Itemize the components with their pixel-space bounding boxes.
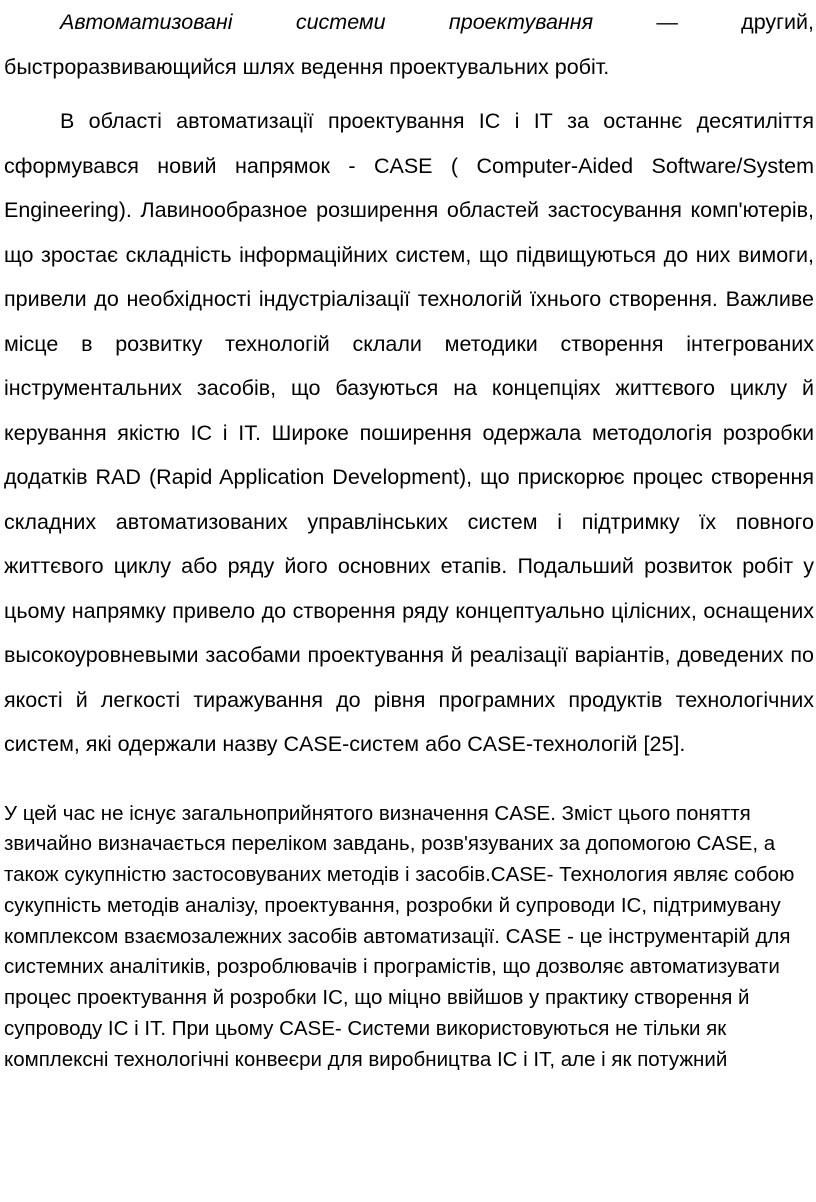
paragraph-intro-text: — другий, быстроразвивающийся шлях ведення проектувальних робіт. — [4, 10, 815, 79]
paragraph-case-definition: У цей час не існує загальноприйнятого визначення CASE. Зміст цього поняття звичайно визначається переліком завдань, розв'язуваних за допомогою CASE, а також сукупністю застосовуваних методів і засобів.CASE- Технология являє собою сукупність методів аналізу, проектування, розробки й супроводи ІС, підтримувану комплексом взаємозалежних засобів автоматизації. CASE - це інструментарій для системних аналітиків, розроблювачів і програмістів, що дозволяє автоматизувати процес проектування й розробки ІС, що міцно ввійшов у практику створення й супроводу ІС і ІТ. При цьому CASE- Системи використовуються не тільки як комплексні технологічні конвеєри для виробництва ІС і ІТ, але і як потужний — [4, 801, 795, 1071]
paragraph-intro — [4, 0, 814, 89]
italic-term: Автоматизовані системи проектування — [60, 10, 594, 34]
paragraph-case-history: В області автоматизації проектування ІС і ІТ за останнє десятиліття сформувався новий напрямок - CASE ( Computer-Aided Software/System Engineering). Лавинообразное розширення областей застосування комп'ютерів, що зростає складність інформаційних систем, що підвищуються до них вимоги, привели до необхідності індустріалізації технологій їхнього створення. Важливе місце в розвитку технологій склали методики створення інтегрованих інструментальних засобів, що базуються на концепціях життєвого циклу й керування якістю ІС і ІТ. Широке поширення одержала методологія розробки додатків RAD (Rapid Application Development), що прискорює процес створення складних автоматизованих управлінських систем і підтримку їх повного життєвого циклу або ряду його основних етапів. Подальший розвиток робіт у цьому напрямку привело до створення ряду концептуально цілісних, оснащених высокоуровневыми засобами проектування й реалізації варіантів, доведених по якості й легкості тиражування до рівня програмних продуктів технологічних систем, які одержали назву CASE-систем або CASE-технологій [25]. — [4, 109, 814, 756]
